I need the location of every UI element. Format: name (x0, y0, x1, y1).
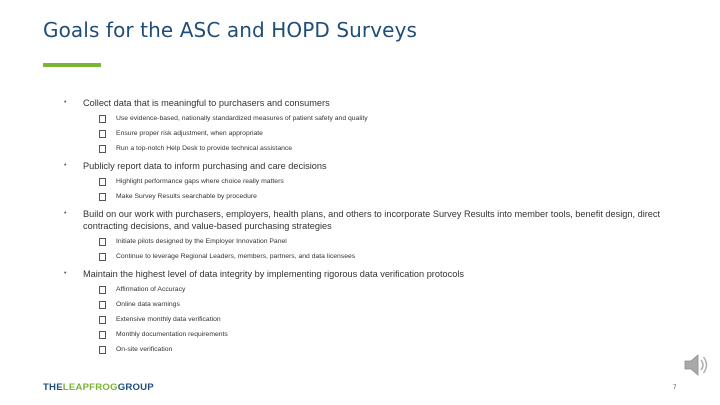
checkbox-square-icon (99, 253, 106, 261)
bullet-list (60, 97, 680, 361)
checkbox-square-icon (99, 145, 106, 153)
slide-title: Goals for the ASC and HOPD Surveys (43, 18, 418, 42)
bullet-item (60, 268, 680, 280)
bullet-text: Publicly report data to inform purchasing and care decisions (83, 161, 327, 171)
sub-bullet-item (60, 145, 680, 153)
sub-bullet-item (60, 178, 680, 186)
sub-bullet-text: Affirmation of Accuracy (116, 286, 186, 293)
bullet-dot-icon: • (64, 162, 67, 169)
checkbox-square-icon (99, 238, 106, 246)
logo-part-the: THE (43, 382, 63, 393)
sub-bullet-text: Continue to leverage Regional Leaders, members, partners, and data licensees (116, 253, 356, 260)
sub-bullet-list (60, 115, 680, 153)
page-number: 7 (673, 384, 677, 391)
sub-bullet-item (60, 286, 680, 294)
checkbox-square-icon (99, 331, 106, 339)
leapfrog-logo (43, 382, 154, 393)
sub-bullet-text: Highlight performance gaps where choice really matters (116, 178, 284, 185)
sub-bullet-item (60, 316, 680, 324)
bullet-item (60, 208, 680, 232)
bullet-text: Maintain the highest level of data integrity by implementing rigorous data verification protocols (83, 269, 464, 279)
bullet-text: Build on our work with purchasers, employers, health plans, and others to incorporate Survey Results into member tools, benefit design, direct contracting decisions, and value-based purchasing strategies (83, 209, 661, 231)
sub-bullet-item (60, 346, 680, 354)
sub-bullet-item (60, 331, 680, 339)
sub-bullet-text: Ensure proper risk adjustment, when appropriate (116, 130, 263, 137)
logo-part-group: GROUP (117, 382, 154, 393)
sub-bullet-list (60, 178, 680, 201)
sub-bullet-list (60, 286, 680, 354)
bullet-item (60, 97, 680, 109)
sub-bullet-text: Use evidence-based, nationally standardized measures of patient safety and quality (116, 115, 368, 122)
sub-bullet-text: Extensive monthly data verification (116, 316, 221, 323)
bullet-item (60, 160, 680, 172)
checkbox-square-icon (99, 346, 106, 354)
bullet-dot-icon: • (64, 210, 67, 217)
checkbox-square-icon (99, 178, 106, 186)
sub-bullet-text: Run a top-notch Help Desk to provide technical assistance (116, 145, 293, 152)
sub-bullet-list (60, 238, 680, 261)
logo-part-leapfrog: LEAPFROG (62, 382, 118, 393)
bullet-dot-icon: • (64, 99, 67, 106)
checkbox-square-icon (99, 286, 106, 294)
checkbox-square-icon (99, 130, 106, 138)
bullet-text: Collect data that is meaningful to purchasers and consumers (83, 98, 330, 108)
sub-bullet-item (60, 301, 680, 309)
sub-bullet-item (60, 130, 680, 138)
speaker-icon[interactable] (682, 351, 710, 379)
sub-bullet-text: Online data warnings (116, 301, 180, 308)
sub-bullet-item (60, 193, 680, 201)
sub-bullet-text: Monthly documentation requirements (116, 331, 228, 338)
bullet-dot-icon: • (64, 270, 67, 277)
sub-bullet-item (60, 253, 680, 261)
checkbox-square-icon (99, 316, 106, 324)
checkbox-square-icon (99, 115, 106, 123)
sub-bullet-item (60, 238, 680, 246)
sub-bullet-text: On-site verification (116, 346, 173, 353)
title-accent-bar (43, 63, 101, 67)
sub-bullet-text: Make Survey Results searchable by procedure (116, 193, 257, 200)
checkbox-square-icon (99, 301, 106, 309)
sub-bullet-item (60, 115, 680, 123)
checkbox-square-icon (99, 193, 106, 201)
sub-bullet-text: Initiate pilots designed by the Employer Innovation Panel (116, 238, 287, 245)
